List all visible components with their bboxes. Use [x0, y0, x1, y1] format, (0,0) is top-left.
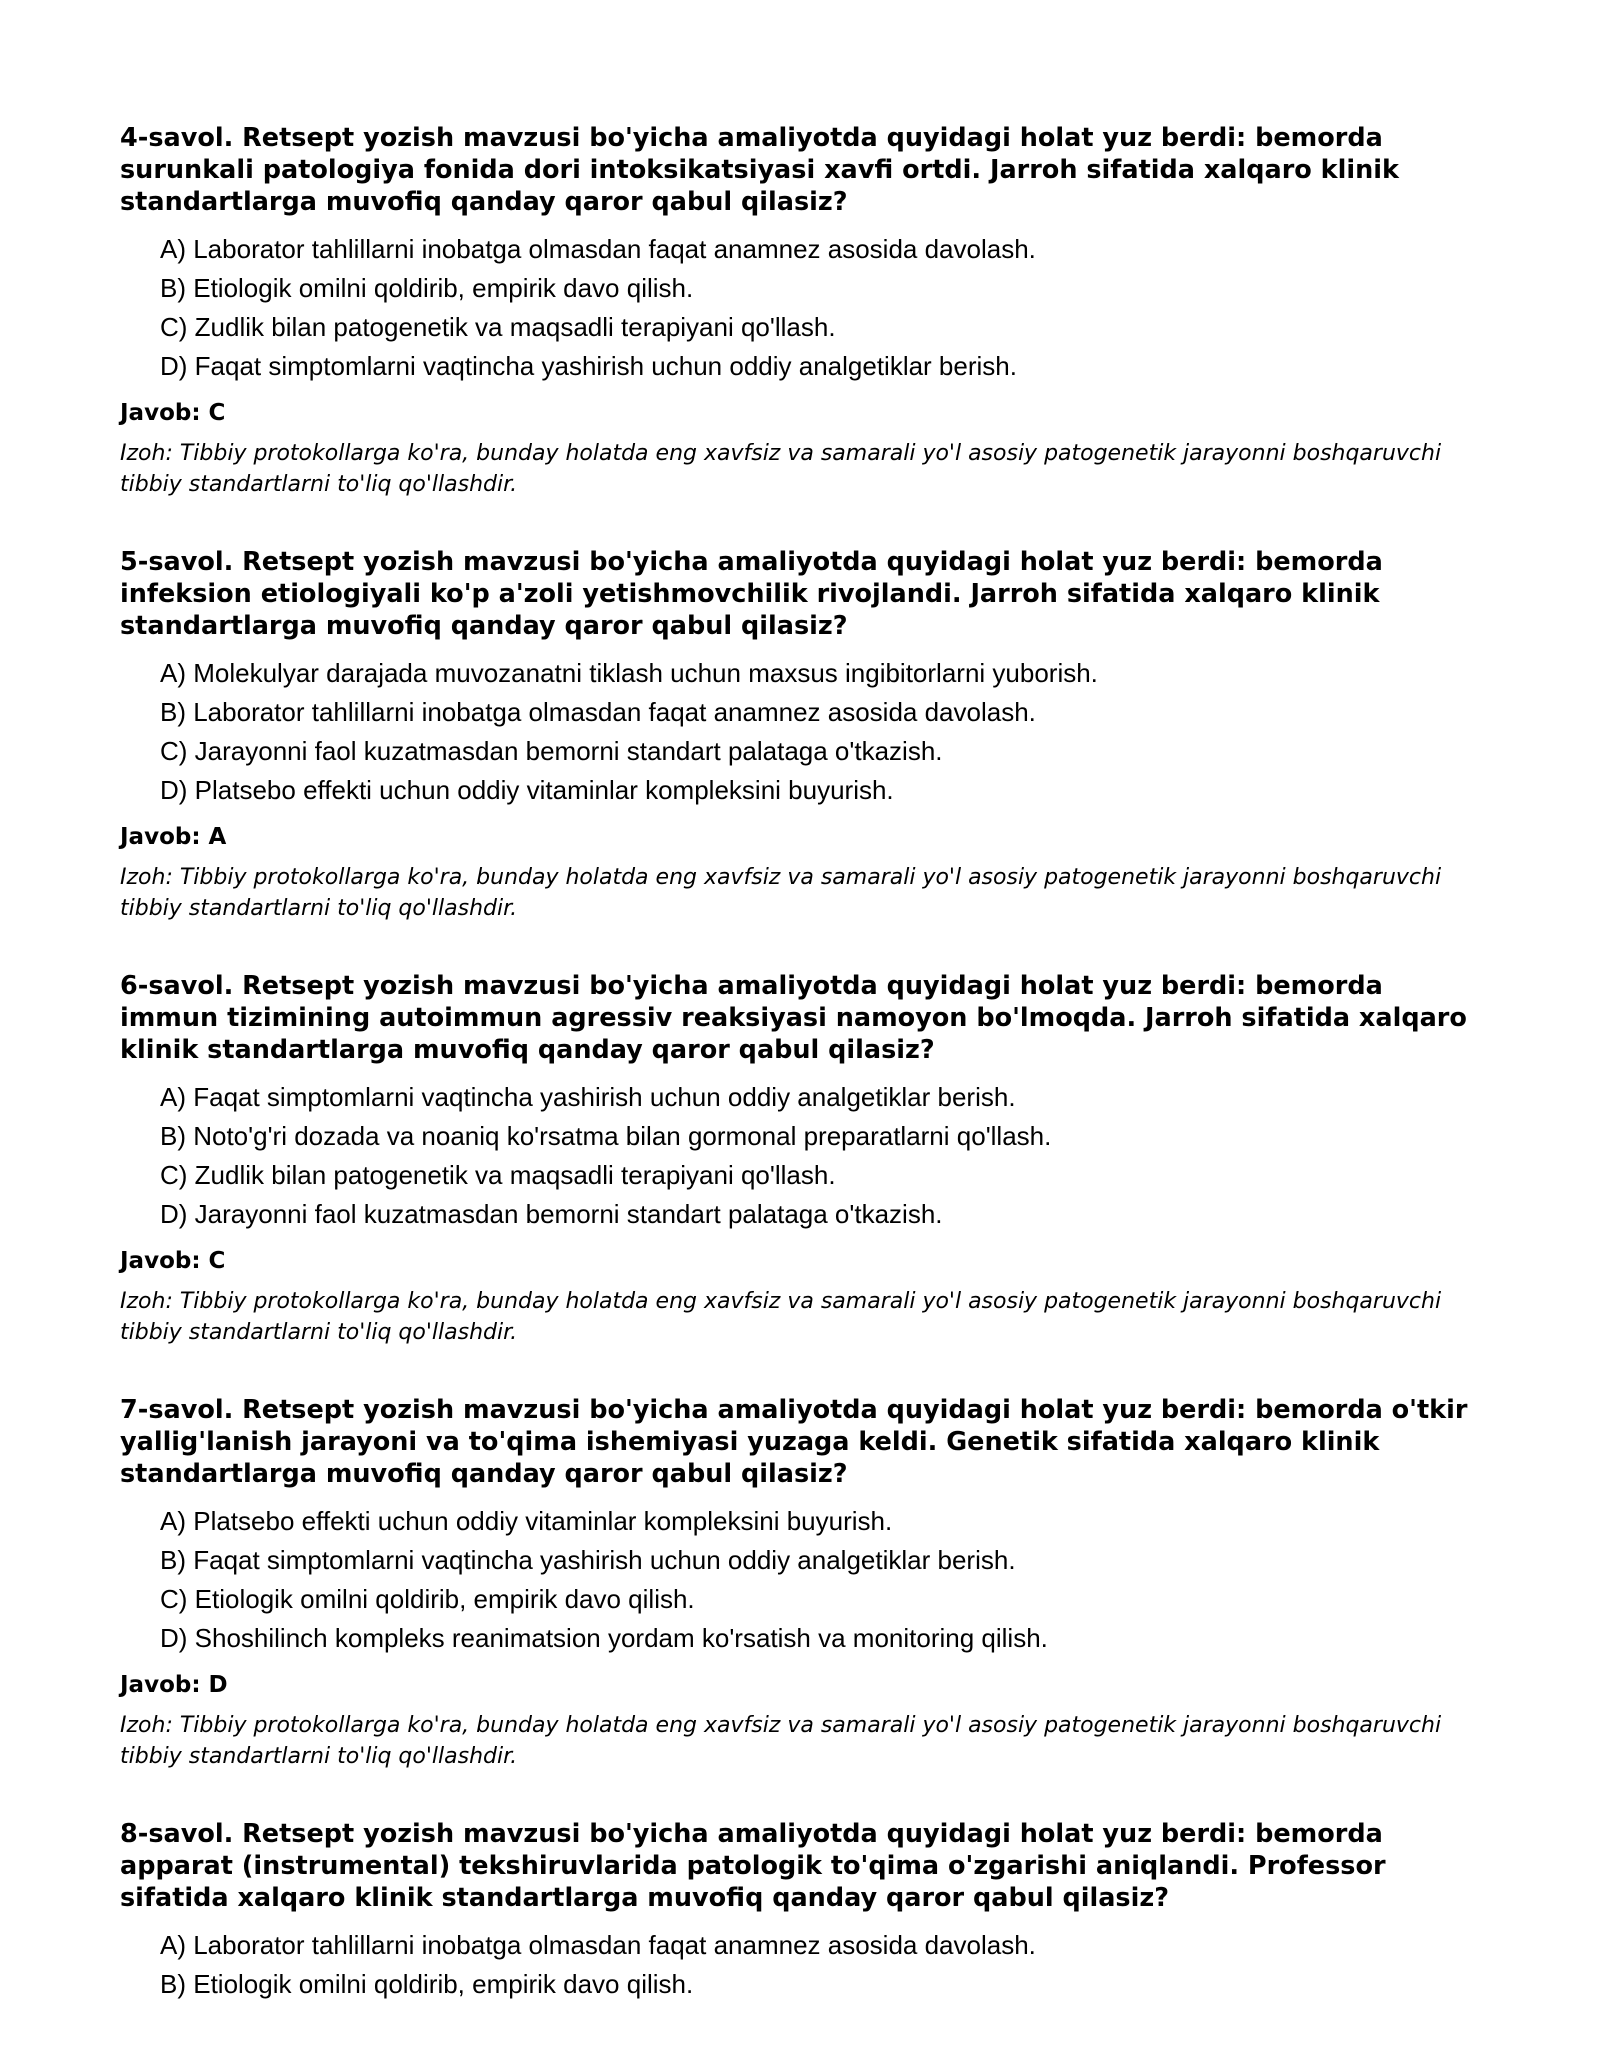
answer: Javob: D [120, 1672, 228, 1698]
question-title: 6-savol. Retsept yozish mavzusi bo'yicha amaliyotda quyidagi holat yuz berdi: bemorda immun tizimining autoimmun agressiv reaksiyasi namoyon bo'lmoqda. Jarroh sifatida xalqaro klinik standartlarga muvofiq qanday qaror qabul qilasiz? [120, 971, 1467, 1065]
option-d: D) Faqat simptomlarni vaqtincha yashirish uchun oddiy analgetiklar berish. [160, 351, 1017, 381]
option-b: B) Faqat simptomlarni vaqtincha yashirish uchun oddiy analgetiklar berish. [160, 1545, 1016, 1575]
option-a: A) Platsebo effekti uchun oddiy vitaminlar kompleksini buyurish. [160, 1506, 893, 1536]
option-a: A) Laborator tahlillarni inobatga olmasdan faqat anamnez asosida davolash. [160, 1930, 1036, 1960]
question-4 [120, 122, 1480, 500]
question-5 [120, 546, 1480, 924]
option-c: C) Zudlik bilan patogenetik va maqsadli terapiyani qo'llash. [160, 1160, 836, 1190]
question-title: 7-savol. Retsept yozish mavzusi bo'yicha amaliyotda quyidagi holat yuz berdi: bemorda o'tkir yallig'lanish jarayoni va to'qima ishemiyasi yuzaga keldi. Genetik sifatida xalqaro klinik standartlarga muvofiq qanday qaror qabul qilasiz? [120, 1395, 1468, 1489]
explanation-note: Izoh: Tibbiy protokollarga ko'ra, bunday holatda eng xavfsiz va samarali yo'l asosiy patogenetik jarayonni boshqaruvchi tibbiy standartlarni to'liq qo'llashdir. [120, 1289, 1442, 1345]
option-b: B) Laborator tahlillarni inobatga olmasdan faqat anamnez asosida davolash. [160, 697, 1036, 727]
option-a: A) Molekulyar darajada muvozanatni tiklash uchun maxsus ingibitorlarni yuborish. [160, 658, 1098, 688]
answer: Javob: C [120, 1248, 226, 1274]
options-list [120, 1502, 1480, 1658]
document-page [120, 122, 1480, 2050]
option-b: B) Etiologik omilni qoldirib, empirik davo qilish. [160, 1969, 694, 1999]
question-title: 4-savol. Retsept yozish mavzusi bo'yicha amaliyotda quyidagi holat yuz berdi: bemorda surunkali patologiya fonida dori intoksikatsiyasi xavfi ortdi. Jarroh sifatida xalqaro klinik standartlarga muvofiq qanday qaror qabul qilasiz? [120, 123, 1399, 217]
option-c: C) Etiologik omilni qoldirib, empirik davo qilish. [160, 1584, 695, 1614]
explanation-note: Izoh: Tibbiy protokollarga ko'ra, bunday holatda eng xavfsiz va samarali yo'l asosiy patogenetik jarayonni boshqaruvchi tibbiy standartlarni to'liq qo'llashdir. [120, 1713, 1442, 1769]
option-b: B) Noto'g'ri dozada va noaniq ko'rsatma bilan gormonal preparatlarni qo'llash. [160, 1121, 1052, 1151]
options-list [120, 1926, 1480, 2004]
answer: Javob: C [120, 400, 226, 426]
option-d: D) Jarayonni faol kuzatmasdan bemorni standart palataga o'tkazish. [160, 1199, 943, 1229]
options-list [120, 230, 1480, 386]
question-title: 8-savol. Retsept yozish mavzusi bo'yicha amaliyotda quyidagi holat yuz berdi: bemorda apparat (instrumental) tekshiruvlarida patologik to'qima o'zgarishi aniqlandi. Professor sifatida xalqaro klinik standartlarga muvofiq qanday qaror qabul qilasiz? [120, 1819, 1386, 1913]
explanation-note: Izoh: Tibbiy protokollarga ko'ra, bunday holatda eng xavfsiz va samarali yo'l asosiy patogenetik jarayonni boshqaruvchi tibbiy standartlarni to'liq qo'llashdir. [120, 441, 1442, 497]
option-d: D) Shoshilinch kompleks reanimatsion yordam ko'rsatish va monitoring qilish. [160, 1623, 1048, 1653]
explanation-note: Izoh: Tibbiy protokollarga ko'ra, bunday holatda eng xavfsiz va samarali yo'l asosiy patogenetik jarayonni boshqaruvchi tibbiy standartlarni to'liq qo'llashdir. [120, 865, 1442, 921]
option-c: C) Jarayonni faol kuzatmasdan bemorni standart palataga o'tkazish. [160, 736, 943, 766]
option-c: C) Zudlik bilan patogenetik va maqsadli terapiyani qo'llash. [160, 312, 836, 342]
option-a: A) Faqat simptomlarni vaqtincha yashirish uchun oddiy analgetiklar berish. [160, 1082, 1016, 1112]
option-d: D) Platsebo effekti uchun oddiy vitaminlar kompleksini buyurish. [160, 775, 894, 805]
question-title: 5-savol. Retsept yozish mavzusi bo'yicha amaliyotda quyidagi holat yuz berdi: bemorda infeksion etiologiyali ko'p a'zoli yetishmovchilik rivojlandi. Jarroh sifatida xalqaro klinik standartlarga muvofiq qanday qaror qabul qilasiz? [120, 547, 1383, 641]
option-a: A) Laborator tahlillarni inobatga olmasdan faqat anamnez asosida davolash. [160, 234, 1036, 264]
question-7 [120, 1394, 1480, 1772]
question-6 [120, 970, 1480, 1348]
answer: Javob: A [120, 824, 227, 850]
option-b: B) Etiologik omilni qoldirib, empirik davo qilish. [160, 273, 694, 303]
question-8 [120, 1818, 1480, 2004]
options-list [120, 654, 1480, 810]
options-list [120, 1078, 1480, 1234]
